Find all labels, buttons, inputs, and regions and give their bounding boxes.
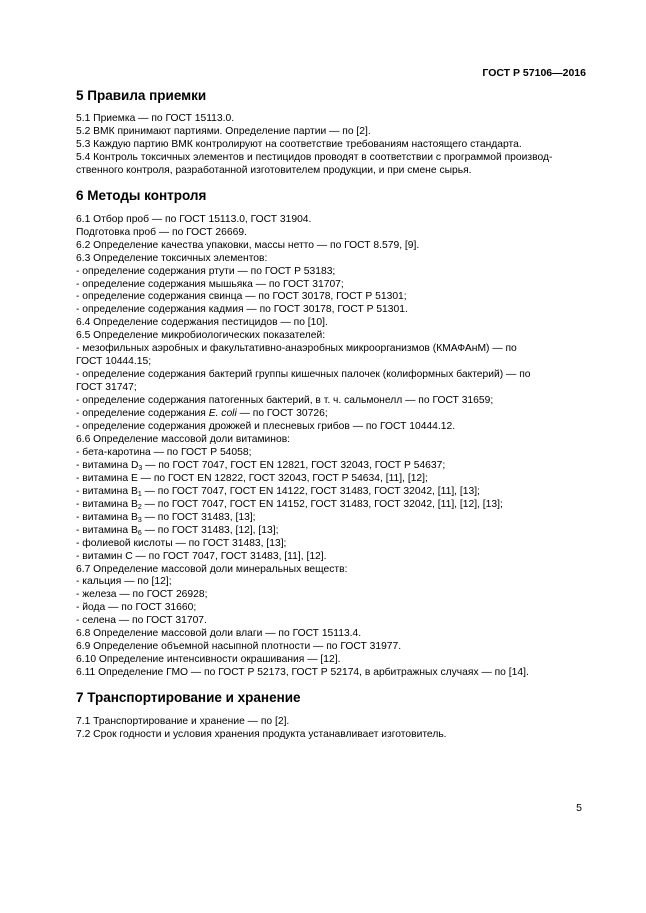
vitamin-item: - витамина E — по ГОСТ EN 12822, ГОСТ 32043, ГОСТ Р 54634, [11], [12]; bbox=[76, 472, 428, 484]
paragraph: ственного контроля, разработанной изготовителем продукции, и при смене сырья. bbox=[76, 164, 472, 176]
paragraph: 6.10 Определение интенсивности окрашивания — [12]. bbox=[76, 654, 341, 666]
paragraph: 6.11 Определение ГМО — по ГОСТ Р 52173, ГОСТ Р 52174, в арбитражных случаях — по [14]. bbox=[76, 667, 529, 679]
vitamin-item: - витамина $B_3$ — по ГОСТ 31483, [13]; bbox=[76, 511, 256, 524]
list-item: - фолиевой кислоты — по ГОСТ 31483, [13]; bbox=[76, 537, 287, 549]
paragraph: 6.2 Определение качества упаковки, массы нетто — по ГОСТ 8.579, [9]. bbox=[76, 239, 420, 251]
vitamin-item: - витамина $B_6$ — по ГОСТ 31483, [12], [13]; bbox=[76, 524, 279, 537]
paragraph: 5.3 Каждую партию ВМК контролируют на соответствие требованиям настоящего стандарта. bbox=[76, 138, 522, 150]
list-item: - определение содержания бактерий группы кишечных палочек (колиформных бактерий) — по bbox=[76, 369, 531, 381]
paragraph: 6.6 Определение массовой доли витаминов: bbox=[76, 433, 291, 445]
page-content bbox=[76, 76, 586, 742]
paragraph: 7.1 Транспортирование и хранение — по [2]. bbox=[76, 716, 290, 728]
paragraph: 6.1 Отбор проб — по ГОСТ 15113.0, ГОСТ 31904. bbox=[76, 213, 312, 225]
paragraph: 6.9 Определение объемной насыпной плотности — по ГОСТ 31977. bbox=[76, 641, 402, 653]
vitamin-item: - витамина $B_2$ — по ГОСТ 7047, ГОСТ EN 14152, ГОСТ 31483, ГОСТ 32042, [11], [12], [13]; bbox=[76, 498, 503, 511]
list-item: ГОСТ 10444.15; bbox=[76, 356, 152, 368]
list-item: - определение содержания ртути — по ГОСТ Р 53183; bbox=[76, 265, 336, 277]
document-header: ГОСТ Р 57106—2016 bbox=[482, 67, 586, 79]
list-item: - определение содержания свинца — по ГОСТ 30178, ГОСТ Р 51301; bbox=[76, 291, 407, 303]
list-item: - определение содержания патогенных бактерий, в т. ч. сальмонелл — по ГОСТ 31659; bbox=[76, 395, 494, 407]
page-number: 5 bbox=[576, 802, 582, 814]
list-item: - витамин C — по ГОСТ 7047, ГОСТ 31483, [11], [12]. bbox=[76, 550, 327, 562]
paragraph: 6.5 Определение микробиологических показателей: bbox=[76, 330, 326, 342]
list-item: - бета-каротина — по ГОСТ Р 54058; bbox=[76, 446, 252, 458]
paragraph: 5.4 Контроль токсичных элементов и пестицидов проводят в соответствии с программой производ- bbox=[76, 151, 553, 163]
paragraph: 7.2 Срок годности и условия хранения продукта устанавливает изготовитель. bbox=[76, 729, 447, 741]
section-5-title: 5 Правила приемки bbox=[76, 88, 207, 103]
paragraph: 6.8 Определение массовой доли влаги — по ГОСТ 15113.4. bbox=[76, 628, 362, 640]
paragraph: 6.4 Определение содержания пестицидов — по [10]. bbox=[76, 317, 328, 329]
paragraph: 6.7 Определение массовой доли минеральных веществ: bbox=[76, 563, 348, 575]
list-item: - определение содержания дрожжей и плесневых грибов — по ГОСТ 10444.12. bbox=[76, 421, 456, 433]
list-item: - железа — по ГОСТ 26928; bbox=[76, 589, 208, 601]
list-item: - мезофильных аэробных и факультативно-анаэробных микроорганизмов (КМАФАнМ) — по bbox=[76, 343, 517, 355]
paragraph: Подготовка проб — по ГОСТ 26669. bbox=[76, 226, 247, 238]
paragraph: 6.3 Определение токсичных элементов: bbox=[76, 252, 268, 264]
list-item: - кальция — по [12]; bbox=[76, 576, 172, 588]
list-item: - определение содержания мышьяка — по ГОСТ 31707; bbox=[76, 278, 344, 290]
paragraph: 5.1 Приемка — по ГОСТ 15113.0. bbox=[76, 113, 235, 124]
vitamin-item: - витамина $B_1$ — по ГОСТ 7047, ГОСТ EN 14122, ГОСТ 31483, ГОСТ 32042, [11], [13]; bbox=[76, 485, 480, 498]
paragraph: 5.2 ВМК принимают партиями. Определение партии — по [2]. bbox=[76, 125, 371, 137]
section-7-title: 7 Транспортирование и хранение bbox=[76, 690, 301, 706]
vitamin-item: - витамина $D_3$ — по ГОСТ 7047, ГОСТ EN 12821, ГОСТ 32043, ГОСТ Р 54637; bbox=[76, 459, 446, 472]
section-6-title: 6 Методы контроля bbox=[76, 187, 207, 203]
list-item: - селена — по ГОСТ 31707. bbox=[76, 615, 207, 627]
list-item: ГОСТ 31747; bbox=[76, 382, 137, 394]
list-item: - йода — по ГОСТ 31660; bbox=[76, 602, 197, 614]
list-item-ecoli: - определение содержания E. coli — по ГОСТ 30726; bbox=[76, 408, 328, 420]
list-item: - определение содержания кадмия — по ГОСТ 30178, ГОСТ Р 51301. bbox=[76, 304, 408, 316]
